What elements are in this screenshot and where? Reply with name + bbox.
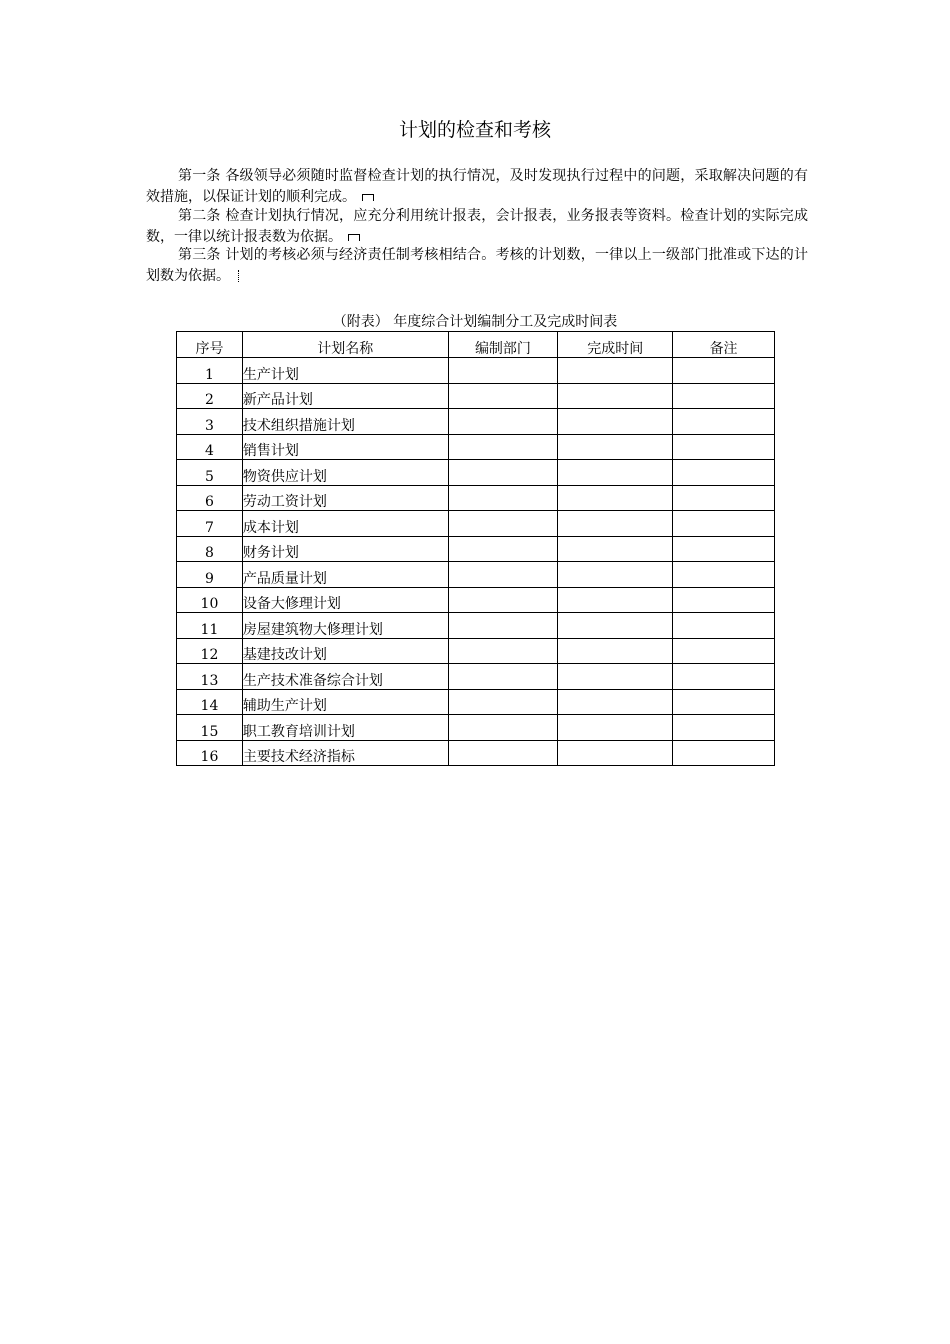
row-plan-name: 新产品计划 <box>242 383 448 409</box>
row-remarks <box>673 434 775 460</box>
row-no: 14 <box>177 689 243 715</box>
row-completion-time <box>558 689 673 715</box>
row-remarks <box>673 613 775 639</box>
row-no: 15 <box>177 715 243 741</box>
article-2 <box>146 206 808 248</box>
row-department <box>448 434 558 460</box>
row-department <box>448 460 558 486</box>
table-row <box>177 638 775 664</box>
row-no: 9 <box>177 562 243 588</box>
row-plan-name: 财务计划 <box>242 536 448 562</box>
row-no: 6 <box>177 485 243 511</box>
table-row <box>177 587 775 613</box>
row-department <box>448 638 558 664</box>
cursor-mark-icon <box>238 270 243 282</box>
article-3 <box>146 245 808 287</box>
row-remarks <box>673 511 775 537</box>
row-plan-name: 生产计划 <box>242 358 448 384</box>
row-department <box>448 536 558 562</box>
row-completion-time <box>558 460 673 486</box>
table-row <box>177 562 775 588</box>
table-row <box>177 740 775 766</box>
plan-table <box>176 331 775 766</box>
row-no: 7 <box>177 511 243 537</box>
row-department <box>448 409 558 435</box>
row-plan-name: 职工教育培训计划 <box>242 715 448 741</box>
row-completion-time <box>558 587 673 613</box>
table-row <box>177 434 775 460</box>
row-department <box>448 689 558 715</box>
row-completion-time <box>558 664 673 690</box>
row-remarks <box>673 460 775 486</box>
row-completion-time <box>558 434 673 460</box>
row-department <box>448 664 558 690</box>
row-completion-time <box>558 511 673 537</box>
row-department <box>448 587 558 613</box>
row-department <box>448 358 558 384</box>
header-department: 编制部门 <box>448 332 558 358</box>
row-plan-name: 基建技改计划 <box>242 638 448 664</box>
row-no: 5 <box>177 460 243 486</box>
row-completion-time <box>558 383 673 409</box>
table-caption: （附表） 年度综合计划编制分工及完成时间表 <box>332 314 618 330</box>
row-completion-time <box>558 740 673 766</box>
row-remarks <box>673 485 775 511</box>
row-plan-name: 产品质量计划 <box>242 562 448 588</box>
row-plan-name: 技术组织措施计划 <box>242 409 448 435</box>
row-department <box>448 383 558 409</box>
row-remarks <box>673 358 775 384</box>
row-remarks <box>673 383 775 409</box>
row-completion-time <box>558 562 673 588</box>
page-title: 计划的检查和考核 <box>398 119 551 141</box>
row-no: 4 <box>177 434 243 460</box>
row-no: 2 <box>177 383 243 409</box>
row-completion-time <box>558 613 673 639</box>
row-no: 3 <box>177 409 243 435</box>
paragraph-mark-icon <box>362 194 374 201</box>
row-department <box>448 613 558 639</box>
row-department <box>448 562 558 588</box>
table-row <box>177 383 775 409</box>
header-remarks: 备注 <box>673 332 775 358</box>
table-row <box>177 613 775 639</box>
row-remarks <box>673 409 775 435</box>
row-department <box>448 740 558 766</box>
row-remarks <box>673 536 775 562</box>
row-completion-time <box>558 485 673 511</box>
table-row <box>177 689 775 715</box>
row-plan-name: 房屋建筑物大修理计划 <box>242 613 448 639</box>
table-row <box>177 358 775 384</box>
row-completion-time <box>558 638 673 664</box>
table-body <box>177 358 775 766</box>
row-completion-time <box>558 409 673 435</box>
row-no: 1 <box>177 358 243 384</box>
row-plan-name: 设备大修理计划 <box>242 587 448 613</box>
row-remarks <box>673 562 775 588</box>
table-row <box>177 536 775 562</box>
row-plan-name: 辅助生产计划 <box>242 689 448 715</box>
row-remarks <box>673 587 775 613</box>
table-row <box>177 485 775 511</box>
row-plan-name: 销售计划 <box>242 434 448 460</box>
header-no: 序号 <box>177 332 243 358</box>
row-plan-name: 成本计划 <box>242 511 448 537</box>
row-remarks <box>673 664 775 690</box>
row-completion-time <box>558 536 673 562</box>
row-plan-name: 主要技术经济指标 <box>242 740 448 766</box>
row-completion-time <box>558 358 673 384</box>
row-completion-time <box>558 715 673 741</box>
row-no: 8 <box>177 536 243 562</box>
article-3-text: 第三条 计划的考核必须与经济责任制考核相结合。考核的计划数，一律以上一级部门批准或下达的计划数为依据。 <box>146 247 808 284</box>
article-2-text: 第二条 检查计划执行情况，应充分利用统计报表，会计报表，业务报表等资料。检查计划的实际完成数，一律以统计报表数为依据。 <box>146 208 808 245</box>
row-no: 16 <box>177 740 243 766</box>
row-remarks <box>673 715 775 741</box>
row-plan-name: 物资供应计划 <box>242 460 448 486</box>
table-header-row <box>177 332 775 358</box>
table-row <box>177 664 775 690</box>
row-department <box>448 511 558 537</box>
table-row <box>177 409 775 435</box>
row-no: 13 <box>177 664 243 690</box>
row-department <box>448 485 558 511</box>
row-no: 11 <box>177 613 243 639</box>
table-row <box>177 511 775 537</box>
row-plan-name: 劳动工资计划 <box>242 485 448 511</box>
row-remarks <box>673 740 775 766</box>
header-completion-time: 完成时间 <box>558 332 673 358</box>
header-plan-name: 计划名称 <box>242 332 448 358</box>
article-1-text: 第一条 各级领导必须随时监督检查计划的执行情况，及时发现执行过程中的问题，采取解决问题的有效措施，以保证计划的顺利完成。 <box>146 168 808 205</box>
row-remarks <box>673 638 775 664</box>
table-row <box>177 715 775 741</box>
row-remarks <box>673 689 775 715</box>
table-row <box>177 460 775 486</box>
row-no: 10 <box>177 587 243 613</box>
row-department <box>448 715 558 741</box>
paragraph-mark-icon <box>348 234 360 241</box>
row-plan-name: 生产技术准备综合计划 <box>242 664 448 690</box>
article-1 <box>146 166 808 208</box>
row-no: 12 <box>177 638 243 664</box>
